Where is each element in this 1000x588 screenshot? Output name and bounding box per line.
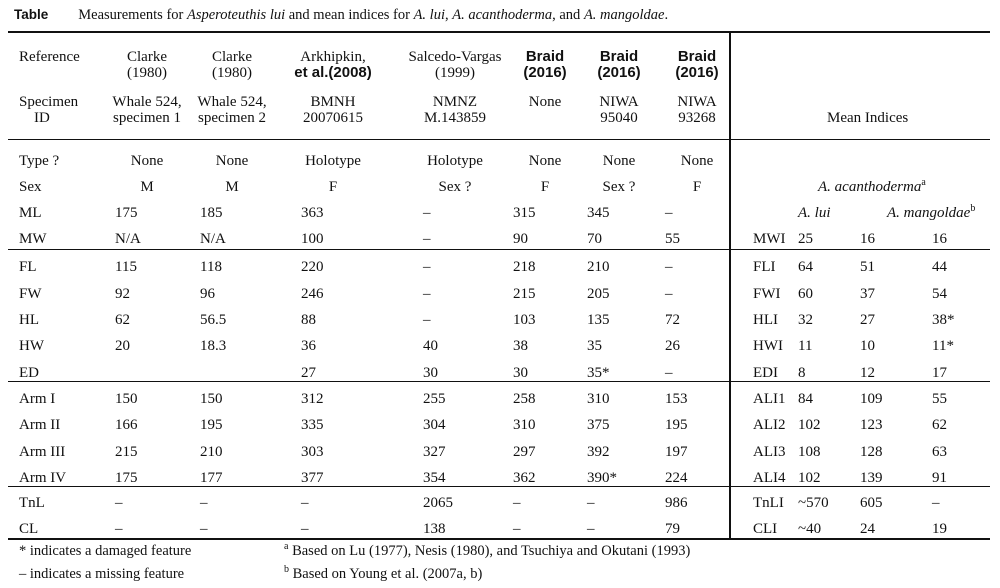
table-cell: 303 (301, 444, 324, 460)
index-value-lui: 25 (798, 231, 813, 247)
table-cell: 96 (200, 286, 215, 302)
column-reference: Braid (599, 48, 639, 65)
row-label: HL (19, 312, 39, 328)
table-cell: 30 (423, 365, 438, 381)
species-mangoldae-footnote-mark: b (970, 203, 976, 214)
index-value-lui: ~570 (798, 495, 829, 511)
caption-species-lui: A. lui (413, 7, 445, 23)
row-label: MW (19, 231, 47, 247)
table-cell: 197 (665, 444, 688, 460)
table-cell: 175 (115, 470, 138, 486)
table-cell: 72 (665, 312, 680, 328)
index-value-acanthoderma: 128 (860, 444, 883, 460)
column-reference: Braid (525, 48, 565, 65)
index-name: FLI (753, 259, 776, 275)
row-label: FL (19, 259, 37, 275)
index-value-acanthoderma: 16 (860, 231, 875, 247)
index-value-mangoldae: 63 (932, 444, 947, 460)
caption-label: Table (14, 7, 49, 22)
table-cell: None (215, 153, 249, 169)
specimen-label-2: ID (34, 110, 50, 126)
table-cell: – (665, 205, 673, 221)
caption-text-mid2: , (445, 7, 453, 23)
column-reference-year: (1980) (212, 65, 252, 81)
table-cell: 177 (200, 470, 223, 486)
table-cell: 185 (200, 205, 223, 221)
index-value-acanthoderma: 10 (860, 338, 875, 354)
column-specimen: BMNH (310, 94, 356, 110)
table-cell: 304 (423, 417, 446, 433)
table-cell: 335 (301, 417, 324, 433)
table-cell: 27 (301, 365, 316, 381)
column-specimen: Whale 524, (197, 94, 267, 110)
table-cell: – (115, 521, 123, 537)
table-cell: 56.5 (200, 312, 227, 328)
index-value-lui: 108 (798, 444, 821, 460)
index-value-mangoldae: 19 (932, 521, 947, 537)
index-value-acanthoderma: 12 (860, 365, 875, 381)
row-label: ED (19, 365, 39, 381)
table-cell: M (140, 179, 154, 195)
footnote-a-mark: a (284, 541, 289, 552)
index-name: HLI (753, 312, 778, 328)
caption-text-end: . (664, 7, 669, 23)
table-caption (14, 7, 668, 24)
caption-species: Asperoteuthis lui (186, 7, 286, 23)
table-cell: – (665, 365, 673, 381)
index-value-lui: 84 (798, 391, 813, 407)
footnote-b (284, 566, 482, 583)
index-name: CLI (753, 521, 778, 537)
table-cell: 310 (513, 417, 536, 433)
rule-arm (8, 486, 990, 487)
table-cell: 986 (665, 495, 688, 511)
index-value-acanthoderma: 109 (860, 391, 883, 407)
species-acanthoderma-footnote-mark: a (921, 177, 926, 188)
index-value-mangoldae: 17 (932, 365, 947, 381)
table-cell: 100 (301, 231, 324, 247)
column-specimen-id: 93268 (678, 110, 716, 126)
table-cell: N/A (200, 231, 226, 247)
rule-header (8, 139, 990, 140)
table-cell: – (513, 521, 521, 537)
index-value-lui: 8 (798, 365, 806, 381)
table-cell: Sex ? (602, 179, 636, 195)
table-cell: 79 (665, 521, 680, 537)
column-specimen: NMNZ (432, 94, 478, 110)
table-cell: 118 (200, 259, 222, 275)
row-label: Arm II (19, 417, 61, 433)
row-label: FW (19, 286, 42, 302)
footnote-b-text: Based on Young et al. (2007a, b) (289, 566, 483, 582)
column-reference-year: (2016) (675, 64, 719, 81)
table-cell: – (301, 521, 309, 537)
table-cell: 88 (301, 312, 316, 328)
index-value-acanthoderma: 123 (860, 417, 883, 433)
index-value-acanthoderma: 24 (860, 521, 875, 537)
column-reference-year: (2016) (523, 64, 567, 81)
row-label: Arm IV (19, 470, 67, 486)
caption-text-pre: Measurements for (78, 7, 187, 23)
table-cell: 363 (301, 205, 324, 221)
table-cell: 205 (587, 286, 610, 302)
table-cell: 375 (587, 417, 610, 433)
table-cell: 390* (587, 470, 617, 486)
table-cell: 310 (587, 391, 610, 407)
index-value-lui: 32 (798, 312, 813, 328)
column-reference: Clarke (212, 49, 252, 65)
table-cell: None (130, 153, 164, 169)
specimen-label-1: Specimen (19, 94, 79, 110)
table-cell: 246 (301, 286, 324, 302)
table-cell: M (225, 179, 239, 195)
index-name: ALI3 (753, 444, 786, 460)
footnote-missing: – indicates a missing feature (19, 566, 185, 582)
species-acanthoderma-heading (818, 179, 926, 195)
row-label: Type ? (19, 153, 60, 169)
caption-text-mid3: , and (552, 7, 584, 23)
footnote-a (284, 543, 690, 560)
index-name: TnLI (753, 495, 784, 511)
species-mangoldae-name: A. mangoldae (887, 205, 971, 221)
table-cell: 26 (665, 338, 680, 354)
table-cell: 312 (301, 391, 324, 407)
column-reference-year: (1980) (127, 65, 167, 81)
table-cell: 392 (587, 444, 610, 460)
table-cell: 345 (587, 205, 610, 221)
index-name: MWI (753, 231, 786, 247)
rule-mw (8, 249, 990, 250)
table-cell: 166 (115, 417, 138, 433)
table-cell: 377 (301, 470, 324, 486)
table-cell: – (423, 259, 431, 275)
table-cell: 315 (513, 205, 536, 221)
table-cell: 195 (200, 417, 223, 433)
table-cell: 138 (423, 521, 446, 537)
index-value-mangoldae: 54 (932, 286, 947, 302)
index-value-acanthoderma: 139 (860, 470, 883, 486)
table-cell: Holotype (427, 153, 483, 169)
column-reference: Braid (677, 48, 717, 65)
table-cell: 258 (513, 391, 536, 407)
index-value-lui: 64 (798, 259, 813, 275)
table-cell: 70 (587, 231, 602, 247)
table-cell: 354 (423, 470, 446, 486)
index-value-acanthoderma: 37 (860, 286, 875, 302)
index-name: ALI1 (753, 391, 786, 407)
row-label: TnL (19, 495, 45, 511)
table-cell: F (328, 179, 338, 195)
table-cell: 40 (423, 338, 438, 354)
index-name: HWI (753, 338, 783, 354)
row-label: CL (19, 521, 39, 537)
footnote-damaged: * indicates a damaged feature (19, 543, 192, 559)
table-cell: 224 (665, 470, 688, 486)
row-label: HW (19, 338, 44, 354)
species-lui-heading: A. lui (798, 205, 831, 221)
table-cell: N/A (115, 231, 141, 247)
index-name: FWI (753, 286, 781, 302)
table-cell: 210 (200, 444, 223, 460)
table-cell: 90 (513, 231, 528, 247)
row-label: ML (19, 205, 42, 221)
index-name: ALI2 (753, 417, 786, 433)
table-cell: 215 (115, 444, 138, 460)
column-specimen-id: 95040 (600, 110, 638, 126)
column-reference: Clarke (127, 49, 167, 65)
table-cell: – (513, 495, 521, 511)
index-value-mangoldae: 11* (932, 338, 954, 354)
table-cell: None (602, 153, 636, 169)
table-cell: 150 (115, 391, 138, 407)
column-specimen: Whale 524, (112, 94, 182, 110)
caption-species-acanthoderma: A. acanthoderma (452, 7, 553, 23)
table-cell: 18.3 (200, 338, 227, 354)
column-reference-year: (2016) (597, 64, 641, 81)
table-cell: – (423, 286, 431, 302)
rule-bottom (8, 538, 990, 540)
column-reference: Arkhipkin, (300, 49, 366, 65)
table-cell: 135 (587, 312, 610, 328)
table-cell: Holotype (305, 153, 361, 169)
table-cell: 362 (513, 470, 536, 486)
index-value-mangoldae: 38* (932, 312, 955, 328)
table-cell: 62 (115, 312, 130, 328)
table-cell: – (423, 205, 431, 221)
column-specimen-id: specimen 2 (198, 110, 266, 126)
table-cell: 255 (423, 391, 446, 407)
column-reference-year: (1999) (435, 65, 475, 81)
index-name: EDI (753, 365, 778, 381)
table-cell: 195 (665, 417, 688, 433)
row-label: Arm I (19, 391, 56, 407)
row-label: Arm III (19, 444, 66, 460)
table-cell: 175 (115, 205, 138, 221)
column-reference-year: et al.(2008) (294, 64, 372, 81)
table-cell: 38 (513, 338, 528, 354)
table-cell: 36 (301, 338, 316, 354)
index-value-acanthoderma: 51 (860, 259, 875, 275)
table-cell: F (692, 179, 702, 195)
column-specimen: None (528, 94, 562, 110)
column-specimen-id: M.143859 (423, 110, 487, 126)
table-cell: Sex ? (438, 179, 472, 195)
index-value-lui: 11 (798, 338, 813, 354)
table-cell: 218 (513, 259, 536, 275)
table-cell: 2065 (423, 495, 453, 511)
index-value-mangoldae: 16 (932, 231, 947, 247)
index-value-lui: ~40 (798, 521, 822, 537)
column-reference: Salcedo-Vargas (408, 49, 502, 65)
rule-vertical (729, 33, 731, 539)
table-cell: 30 (513, 365, 528, 381)
reference-label: Reference (19, 49, 80, 65)
table-cell: – (200, 521, 208, 537)
column-specimen: NIWA (599, 94, 639, 110)
rule-ed (8, 381, 990, 382)
table-cell: – (587, 521, 595, 537)
table-cell: – (301, 495, 309, 511)
table-cell: 327 (423, 444, 446, 460)
index-value-mangoldae: 55 (932, 391, 947, 407)
column-specimen-id: specimen 1 (113, 110, 181, 126)
mean-indices-heading: Mean Indices (827, 110, 909, 126)
footnote-b-mark: b (284, 564, 289, 575)
table-cell: 20 (115, 338, 130, 354)
caption-species-mangoldae: A. mangoldae (583, 7, 665, 23)
index-value-mangoldae: – (932, 495, 940, 511)
table-cell: None (528, 153, 562, 169)
index-value-mangoldae: 91 (932, 470, 947, 486)
row-label: Sex (19, 179, 42, 195)
table-cell: 215 (513, 286, 536, 302)
table-cell: 92 (115, 286, 130, 302)
index-value-mangoldae: 62 (932, 417, 947, 433)
index-value-lui: 102 (798, 470, 821, 486)
column-specimen: NIWA (677, 94, 717, 110)
table-cell: – (423, 312, 431, 328)
rule-top (8, 31, 990, 33)
table-cell: 220 (301, 259, 324, 275)
table-cell: None (680, 153, 714, 169)
table-cell: – (587, 495, 595, 511)
index-value-lui: 60 (798, 286, 813, 302)
species-acanthoderma-name: A. acanthoderma (818, 179, 922, 195)
table-cell: – (423, 231, 431, 247)
table-cell: – (115, 495, 123, 511)
table-cell: 297 (513, 444, 536, 460)
index-value-acanthoderma: 605 (860, 495, 883, 511)
index-value-lui: 102 (798, 417, 821, 433)
table-cell: 35 (587, 338, 602, 354)
index-value-mangoldae: 44 (932, 259, 947, 275)
index-name: ALI4 (753, 470, 786, 486)
caption-text-mid1: and mean indices for (285, 7, 414, 23)
table-cell: F (540, 179, 550, 195)
table-cell: 210 (587, 259, 610, 275)
species-mangoldae-heading (887, 205, 975, 221)
table-cell: 150 (200, 391, 223, 407)
footnote-a-text: Based on Lu (1977), Nesis (1980), and Tsuchiya and Okutani (1993) (288, 543, 691, 559)
table-cell: – (200, 495, 208, 511)
index-value-acanthoderma: 27 (860, 312, 875, 328)
column-specimen-id: 20070615 (303, 110, 363, 126)
table-cell: 35* (587, 365, 610, 381)
table-cell: – (665, 259, 673, 275)
table-cell: 103 (513, 312, 536, 328)
table-cell: 55 (665, 231, 680, 247)
table-cell: 115 (115, 259, 137, 275)
table-cell: 153 (665, 391, 688, 407)
table-cell: – (665, 286, 673, 302)
